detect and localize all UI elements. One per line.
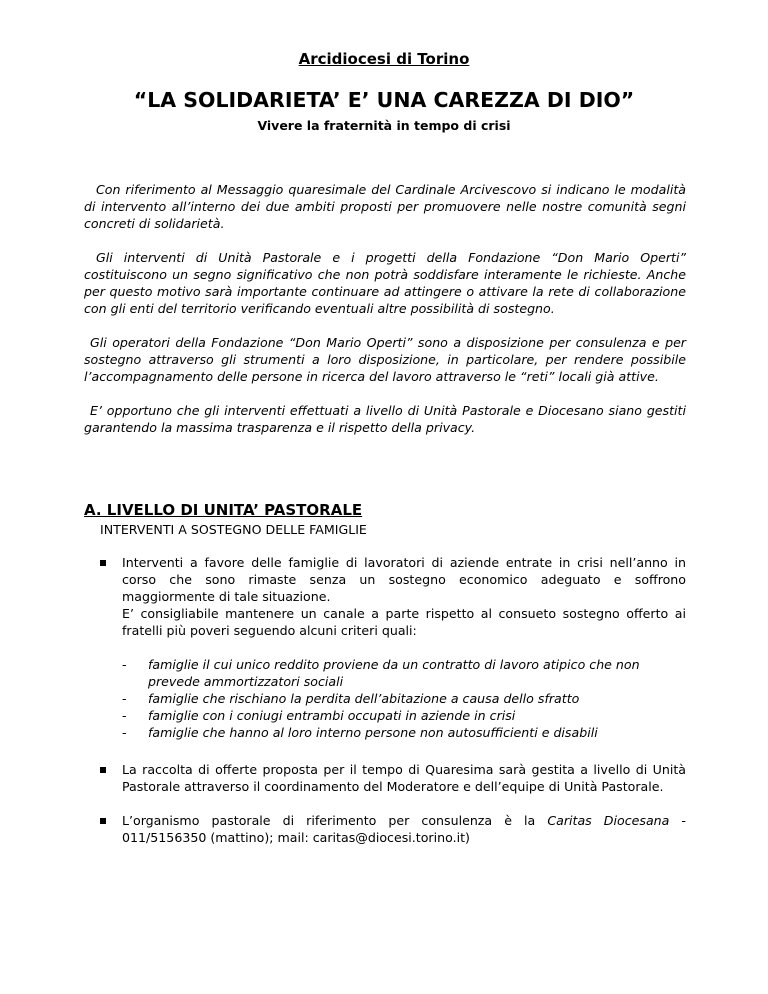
caritas-organization: Caritas Diocesana <box>547 813 670 828</box>
bullet-item-1 <box>122 554 686 639</box>
criteria-text: famiglie che rischiano la perdita dell’abitazione a causa dello sfratto <box>148 691 580 706</box>
section-a-subtitle: INTERVENTI A SOSTEGNO DELLE FAMIGLIE <box>100 522 367 537</box>
bullet-1-extra-text: E’ consigliabile mantenere un canale a parte rispetto al consueto sostegno offerto ai fratelli più poveri seguendo alcuni criteri quali: <box>122 606 686 638</box>
square-bullet-icon <box>100 767 106 773</box>
intro-paragraph-3: Gli operatori della Fondazione “Don Mario Operti” sono a disposizione per consulenza e per sostegno attraverso gli strumenti a loro disposizione, in particolare, per rendere possibile l’accompagnamento delle persone in ricerca del lavoro attraverso le “reti” locali già attive. <box>84 335 686 384</box>
criteria-item-4 <box>122 724 686 741</box>
dash-icon: - <box>122 708 127 723</box>
bullet-item-3 <box>122 812 686 846</box>
bullet-1-main-text: Interventi a favore delle famiglie di lavoratori di aziende entrate in crisi nell’anno in corso che sono rimaste senza un sostegno economico adeguato e soffrono maggiormente di tale situazione. <box>122 555 686 604</box>
dash-icon: - <box>122 657 127 672</box>
document-subtitle: Vivere la fraternità in tempo di crisi <box>257 118 511 133</box>
criteria-item-1 <box>122 656 686 690</box>
criteria-text: famiglie con i coniugi entrambi occupati in aziende in crisi <box>148 708 516 723</box>
criteria-item-2 <box>122 690 686 707</box>
square-bullet-icon <box>100 560 106 566</box>
criteria-text: famiglie il cui unico reddito proviene da un contratto di lavoro atipico che non prevede ammortizzatori sociali <box>148 657 640 689</box>
section-a-title: A. LIVELLO DI UNITA’ PASTORALE <box>84 501 363 519</box>
bullet-3-contact: - 011/5156350 (mattino); mail: caritas@diocesi.torino.it) <box>122 813 686 845</box>
criteria-text: famiglie che hanno al loro interno persone non autosufficienti e disabili <box>148 725 598 740</box>
intro-paragraph-1: Con riferimento al Messaggio quaresimale del Cardinale Arcivescovo si indicano le modalità di intervento all’interno dei due ambiti proposti per promuovere nelle nostre comunità segni concreti di solidarietà. <box>84 182 686 231</box>
document-title: “LA SOLIDARIETA’ E’ UNA CAREZZA DI DIO” <box>133 88 635 112</box>
square-bullet-icon <box>100 818 106 824</box>
diocese-heading: Arcidiocesi di Torino <box>298 50 470 68</box>
bullet-item-2: La raccolta di offerte proposta per il tempo di Quaresima sarà gestita a livello di Unità Pastorale attraverso il coordinamento del Moderatore e dell’equipe di Unità Pastorale. <box>122 762 686 794</box>
criteria-item-3 <box>122 707 686 724</box>
bullet-3-prefix: L’organismo pastorale di riferimento per consulenza è la <box>122 813 548 828</box>
intro-paragraph-2: Gli interventi di Unità Pastorale e i progetti della Fondazione “Don Mario Operti” costituiscono un segno significativo che non potrà soddisfare interamente le richieste. Anche per questo motivo sarà importante continuare ad attingere o attivare la rete di collaborazione con gli enti del territorio verificando eventuali altre possibilità di sostegno. <box>84 250 686 316</box>
criteria-list <box>122 656 686 741</box>
dash-icon: - <box>122 725 127 740</box>
dash-icon: - <box>122 691 127 706</box>
intro-paragraph-4: E’ opportuno che gli interventi effettuati a livello di Unità Pastorale e Diocesano siano gestiti garantendo la massima trasparenza e il rispetto della privacy. <box>84 403 686 435</box>
